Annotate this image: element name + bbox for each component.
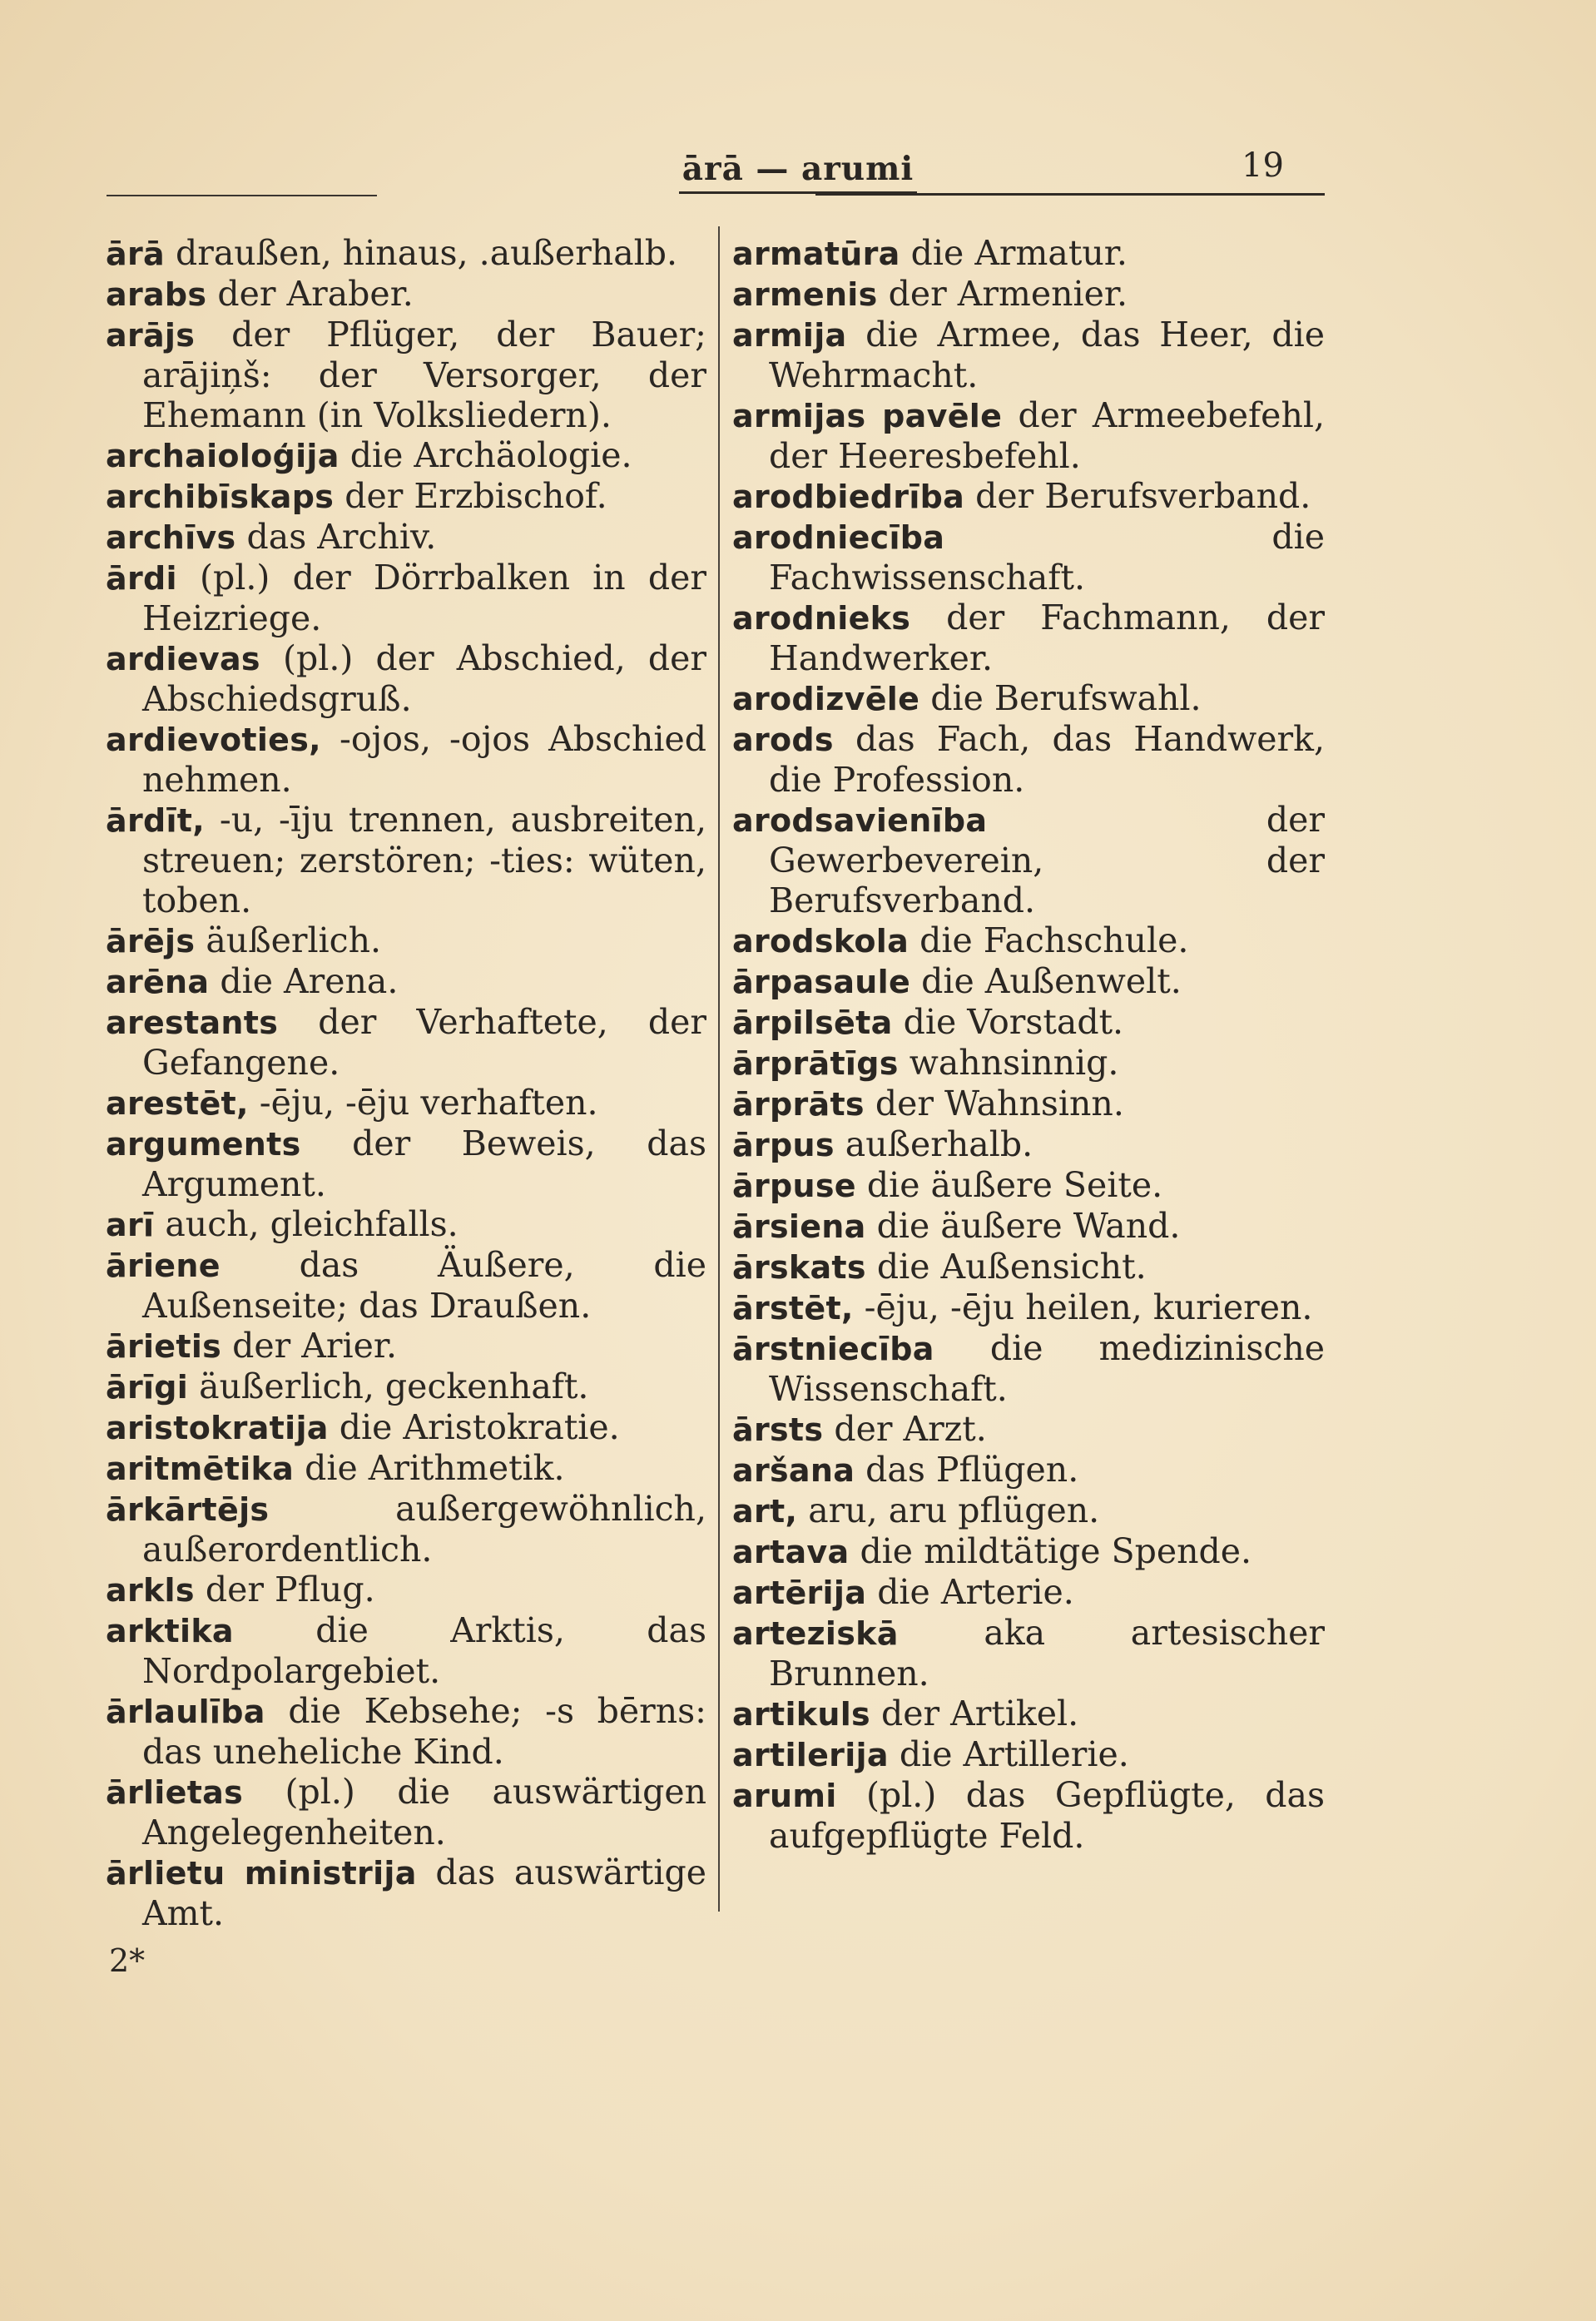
dictionary-entry bbox=[732, 1124, 1325, 1165]
entry-headword: ārpilsēta bbox=[732, 1004, 893, 1041]
entry-definition: -ēju, -ēju verhaften. bbox=[248, 1083, 598, 1123]
entry-headword: arteziskā bbox=[732, 1615, 899, 1652]
dictionary-entry bbox=[732, 1206, 1325, 1247]
entry-headword: ārkārtējs bbox=[106, 1491, 270, 1528]
dictionary-entry bbox=[106, 638, 706, 719]
entry-headword: armatūra bbox=[732, 236, 900, 272]
page-number: 19 bbox=[1242, 146, 1284, 185]
entry-definition: die Fachschule. bbox=[909, 920, 1189, 960]
entry-definition: die Arktis, das Nordpolargebiet. bbox=[142, 1610, 706, 1691]
entry-headword: ārpus bbox=[732, 1127, 835, 1163]
entry-definition: der Armeebefehl, der Heeresbefehl. bbox=[769, 395, 1325, 476]
entry-definition: die Berufswahl. bbox=[919, 678, 1202, 718]
dictionary-entry bbox=[732, 1613, 1325, 1694]
entry-headword: archīvs bbox=[106, 519, 236, 556]
entry-headword: arestants bbox=[106, 1004, 279, 1041]
running-header bbox=[0, 150, 1596, 194]
entry-definition: die Kebsehe; -s bērns: das uneheliche Kind. bbox=[142, 1691, 706, 1772]
entry-definition: äußerlich, geckenhaft. bbox=[188, 1366, 589, 1406]
entry-definition: die äußere Seite. bbox=[855, 1165, 1163, 1205]
entry-definition: das Archiv. bbox=[235, 517, 437, 557]
dictionary-entry bbox=[106, 558, 706, 638]
entry-definition: der Wahnsinn. bbox=[864, 1084, 1124, 1123]
dictionary-entry bbox=[732, 1084, 1325, 1124]
dictionary-entry bbox=[732, 1165, 1325, 1206]
entry-definition: die Aristokratie. bbox=[328, 1407, 620, 1447]
entry-headword: arktika bbox=[106, 1613, 234, 1649]
entry-headword: artava bbox=[732, 1534, 850, 1570]
entry-headword: āriene bbox=[106, 1247, 221, 1284]
dictionary-entry bbox=[106, 1366, 706, 1407]
entry-headword: ārējs bbox=[106, 923, 196, 960]
dictionary-entry bbox=[732, 476, 1325, 517]
entry-headword: artērija bbox=[732, 1575, 867, 1611]
entry-definition: das Fach, das Handwerk, die Profession. bbox=[769, 719, 1325, 800]
header-right-rule bbox=[815, 193, 1325, 196]
entry-definition: die Fachwissenschaft. bbox=[769, 517, 1325, 598]
dictionary-entry bbox=[106, 1489, 706, 1570]
entry-definition: der Erzbischof. bbox=[334, 476, 607, 516]
dictionary-entry bbox=[106, 1407, 706, 1448]
dictionary-entry bbox=[732, 315, 1325, 395]
dictionary-entry bbox=[106, 517, 706, 558]
dictionary-entry bbox=[106, 1772, 706, 1852]
dictionary-entry bbox=[106, 920, 706, 961]
running-header-text: ārā — arumi bbox=[679, 150, 918, 194]
dictionary-entry bbox=[732, 719, 1325, 800]
entry-definition: die äußere Wand. bbox=[865, 1206, 1181, 1246]
dictionary-entry bbox=[732, 1694, 1325, 1734]
column-divider bbox=[718, 226, 720, 1912]
dictionary-entry bbox=[732, 961, 1325, 1002]
dictionary-entry bbox=[732, 1734, 1325, 1775]
dictionary-entry bbox=[732, 233, 1325, 274]
entry-definition: (pl.) das Gepflügte, das aufgepflügte Feld. bbox=[769, 1775, 1325, 1856]
dictionary-entry bbox=[106, 1852, 706, 1933]
dictionary-entry bbox=[732, 1247, 1325, 1287]
entry-headword: archaioloģija bbox=[106, 438, 340, 474]
entry-headword: arodbiedrība bbox=[732, 479, 965, 515]
dictionary-entry bbox=[106, 233, 706, 274]
entry-headword: arestēt, bbox=[106, 1085, 249, 1122]
dictionary-entry bbox=[106, 1083, 706, 1123]
dictionary-entry bbox=[732, 1043, 1325, 1084]
dictionary-entry bbox=[106, 800, 706, 920]
entry-headword: archibīskaps bbox=[106, 479, 335, 515]
entry-headword: ārprātīgs bbox=[732, 1045, 899, 1082]
entry-headword: arabs bbox=[106, 276, 207, 313]
entry-definition: draußen, hinaus, .außerhalb. bbox=[164, 233, 678, 273]
entry-definition: (pl.) der Dörrbalken in der Heizriege. bbox=[142, 558, 706, 638]
entry-definition: die Artillerie. bbox=[888, 1734, 1129, 1774]
left-column bbox=[106, 233, 706, 1933]
entry-headword: arī bbox=[106, 1207, 155, 1243]
entry-definition: wahnsinnig. bbox=[898, 1043, 1119, 1083]
entry-definition: die Arterie. bbox=[866, 1572, 1074, 1612]
entry-headword: arodniecība bbox=[732, 519, 945, 556]
entry-definition: die Armatur. bbox=[900, 233, 1128, 273]
entry-definition: -ojos, -ojos Abschied nehmen. bbox=[142, 719, 706, 800]
entry-definition: der Arzt. bbox=[823, 1409, 987, 1449]
entry-headword: armenis bbox=[732, 276, 878, 313]
entry-definition: aka artesischer Brunnen. bbox=[769, 1613, 1325, 1694]
entry-definition: (pl.) die auswärtigen Angelegenheiten. bbox=[142, 1772, 706, 1852]
entry-definition: die Archäologie. bbox=[339, 435, 632, 475]
entry-definition: die medizinische Wissenschaft. bbox=[769, 1328, 1325, 1409]
entry-definition: die Außenwelt. bbox=[910, 961, 1182, 1001]
entry-headword: artikuls bbox=[732, 1696, 870, 1733]
header-left-rule bbox=[107, 195, 377, 196]
dictionary-entry bbox=[732, 1531, 1325, 1572]
entry-definition: die Arena. bbox=[209, 961, 399, 1001]
entry-headword: ārdīt, bbox=[106, 802, 206, 839]
dictionary-entry bbox=[732, 1572, 1325, 1613]
entry-definition: außergewöhnlich, außerordentlich. bbox=[142, 1489, 706, 1570]
entry-definition: das auswärtige Amt. bbox=[142, 1852, 706, 1933]
dictionary-entry bbox=[732, 800, 1325, 920]
dictionary-entry bbox=[106, 719, 706, 800]
entry-headword: armija bbox=[732, 317, 847, 354]
dictionary-entry bbox=[732, 517, 1325, 598]
dictionary-entry bbox=[106, 274, 706, 315]
dictionary-entry bbox=[106, 1691, 706, 1772]
dictionary-entry bbox=[106, 315, 706, 435]
entry-headword: ārlietu ministrija bbox=[106, 1855, 417, 1892]
entry-headword: aritmētika bbox=[106, 1451, 295, 1487]
dictionary-entry bbox=[732, 1002, 1325, 1043]
entry-definition: (pl.) der Abschied, der Abschiedsgruß. bbox=[142, 638, 706, 719]
entry-definition: der Pflug. bbox=[194, 1570, 375, 1609]
entry-headword: arumi bbox=[732, 1778, 837, 1814]
entry-headword: ārstēt, bbox=[732, 1290, 854, 1327]
entry-headword: aristokratija bbox=[106, 1410, 329, 1446]
entry-definition: das Pflügen. bbox=[855, 1450, 1079, 1490]
entry-headword: arodnieks bbox=[732, 600, 911, 637]
entry-headword: arkls bbox=[106, 1572, 195, 1609]
dictionary-entry bbox=[732, 678, 1325, 719]
dictionary-entry bbox=[732, 1775, 1325, 1856]
signature-mark: 2* bbox=[109, 1942, 146, 1979]
dictionary-entry bbox=[732, 274, 1325, 315]
entry-definition: der Fachmann, der Handwerker. bbox=[769, 598, 1325, 678]
entry-headword: arodskola bbox=[732, 923, 910, 960]
entry-definition: die Armee, das Heer, die Wehrmacht. bbox=[769, 315, 1325, 395]
entry-headword: arguments bbox=[106, 1126, 301, 1163]
entry-headword: ardievas bbox=[106, 641, 260, 677]
dictionary-entry bbox=[106, 1123, 706, 1204]
dictionary-entry bbox=[732, 1287, 1325, 1328]
entry-definition: der Pflüger, der Bauer; arājiņš: der Versorger, der Ehemann (in Volksliedern). bbox=[142, 315, 706, 435]
entry-headword: ārpuse bbox=[732, 1168, 856, 1204]
entry-definition: der Artikel. bbox=[870, 1694, 1079, 1733]
entry-definition: die Arithmetik. bbox=[294, 1448, 565, 1488]
entry-headword: armijas pavēle bbox=[732, 398, 1003, 434]
entry-headword: ārlaulība bbox=[106, 1694, 265, 1730]
entry-definition: der Gewerbeverein, der Berufsverband. bbox=[769, 800, 1325, 920]
entry-headword: ārietis bbox=[106, 1328, 222, 1365]
entry-headword: arodsavienība bbox=[732, 802, 988, 839]
entry-definition: die mildtätige Spende. bbox=[849, 1531, 1252, 1571]
entry-definition: -ēju, -ēju heilen, kurieren. bbox=[853, 1287, 1313, 1327]
dictionary-entry bbox=[732, 395, 1325, 476]
entry-definition: außerhalb. bbox=[834, 1124, 1033, 1164]
entry-headword: ārskats bbox=[732, 1249, 866, 1286]
entry-definition: der Araber. bbox=[206, 274, 414, 314]
dictionary-entry bbox=[732, 1409, 1325, 1450]
entry-definition: äußerlich. bbox=[195, 920, 382, 960]
dictionary-entry bbox=[732, 1450, 1325, 1490]
dictionary-entry bbox=[106, 1570, 706, 1610]
dictionary-entry bbox=[106, 1448, 706, 1489]
dictionary-entry bbox=[106, 1002, 706, 1083]
entry-headword: ardievoties, bbox=[106, 722, 321, 758]
dictionary-entry bbox=[106, 435, 706, 476]
entry-headword: ārstniecība bbox=[732, 1331, 934, 1367]
dictionary-entry bbox=[732, 920, 1325, 961]
entry-headword: arods bbox=[732, 722, 834, 758]
entry-definition: auch, gleichfalls. bbox=[154, 1204, 458, 1244]
entry-definition: -u, -īju trennen, ausbreiten, streuen; zerstören; -ties: wüten, toben. bbox=[142, 800, 706, 920]
entry-headword: arodizvēle bbox=[732, 681, 920, 717]
dictionary-entry bbox=[106, 476, 706, 517]
entry-definition: der Berufsverband. bbox=[964, 476, 1311, 516]
entry-definition: der Verhaftete, der Gefangene. bbox=[142, 1002, 706, 1083]
entry-headword: ārlietas bbox=[106, 1774, 244, 1811]
entry-definition: das Äußere, die Außenseite; das Draußen. bbox=[142, 1245, 706, 1326]
entry-headword: aršana bbox=[732, 1452, 855, 1489]
entry-headword: arājs bbox=[106, 317, 196, 354]
entry-headword: ārīgi bbox=[106, 1369, 189, 1406]
dictionary-entry bbox=[106, 1204, 706, 1245]
entry-headword: artilerija bbox=[732, 1737, 889, 1773]
entry-definition: die Vorstadt. bbox=[892, 1002, 1124, 1042]
right-column bbox=[732, 233, 1325, 1856]
entry-definition: die Außensicht. bbox=[865, 1247, 1147, 1287]
dictionary-entry bbox=[106, 1610, 706, 1691]
dictionary-entry bbox=[106, 961, 706, 1002]
entry-headword: ārā bbox=[106, 236, 165, 272]
entry-headword: ārpasaule bbox=[732, 964, 911, 1000]
entry-headword: ārprāts bbox=[732, 1086, 865, 1123]
entry-headword: art, bbox=[732, 1493, 798, 1530]
entry-definition: der Beweis, das Argument. bbox=[142, 1123, 706, 1204]
dictionary-entry bbox=[106, 1245, 706, 1326]
entry-headword: ārsts bbox=[732, 1411, 824, 1448]
entry-definition: aru, aru pflügen. bbox=[797, 1490, 1100, 1530]
dictionary-entry bbox=[732, 598, 1325, 678]
entry-headword: ārdi bbox=[106, 560, 177, 597]
entry-definition: der Armenier. bbox=[877, 274, 1128, 314]
dictionary-entry bbox=[106, 1326, 706, 1366]
entry-definition: der Arier. bbox=[221, 1326, 397, 1366]
dictionary-entry bbox=[732, 1490, 1325, 1531]
entry-headword: arēna bbox=[106, 964, 210, 1000]
entry-headword: ārsiena bbox=[732, 1208, 866, 1245]
dictionary-entry bbox=[732, 1328, 1325, 1409]
